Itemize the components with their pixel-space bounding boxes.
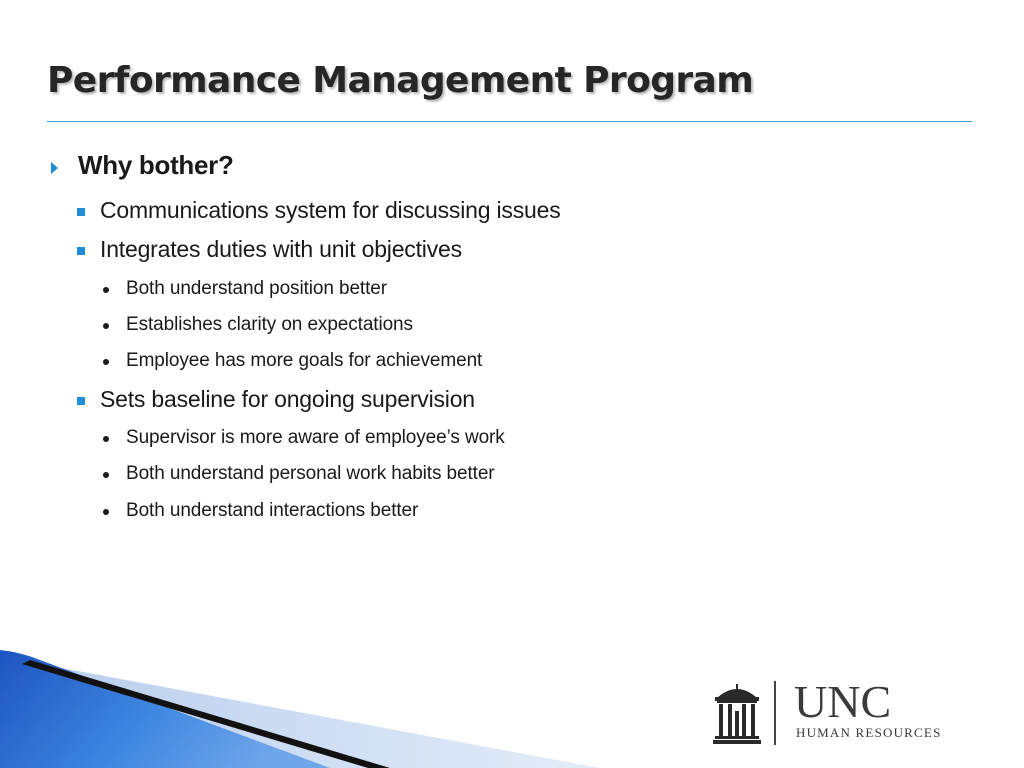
- arrow-bullet-icon: [51, 162, 58, 174]
- bullet-item-level-3: Employee has more goals for achievement: [126, 350, 483, 371]
- dot-bullet-icon: [103, 472, 109, 478]
- bullet-item-level-3: Both understand interactions better: [126, 500, 419, 521]
- dot-bullet-icon: [103, 323, 109, 329]
- bullet-item-level-2: Sets baseline for ongoing supervision: [100, 386, 475, 412]
- square-bullet-icon: [77, 397, 85, 405]
- square-bullet-icon: [77, 247, 85, 255]
- title-divider: [47, 121, 972, 122]
- bullet-item-level-3: Both understand personal work habits better: [126, 463, 495, 484]
- slide-title: Performance Management Program: [47, 60, 754, 101]
- dot-bullet-icon: [103, 359, 109, 365]
- dot-bullet-icon: [103, 509, 109, 515]
- bullet-item-level-3: Establishes clarity on expectations: [126, 314, 413, 335]
- bullet-item-level-1: Why bother?: [78, 150, 234, 180]
- bullet-item-level-2: Communications system for discussing issues: [100, 197, 561, 223]
- dot-bullet-icon: [103, 287, 109, 293]
- bullet-item-level-2: Integrates duties with unit objectives: [100, 236, 462, 262]
- logo-wordmark: UNC: [794, 676, 892, 727]
- logo-subtitle: HUMAN RESOURCES: [796, 725, 942, 740]
- bullet-item-level-3: Supervisor is more aware of employee’s work: [126, 427, 505, 448]
- old-well-icon: [712, 683, 762, 745]
- bullet-item-level-3: Both understand position better: [126, 278, 387, 299]
- dot-bullet-icon: [103, 436, 109, 442]
- unc-hr-logo: [712, 676, 974, 747]
- logo-divider: [774, 681, 776, 745]
- square-bullet-icon: [77, 208, 85, 216]
